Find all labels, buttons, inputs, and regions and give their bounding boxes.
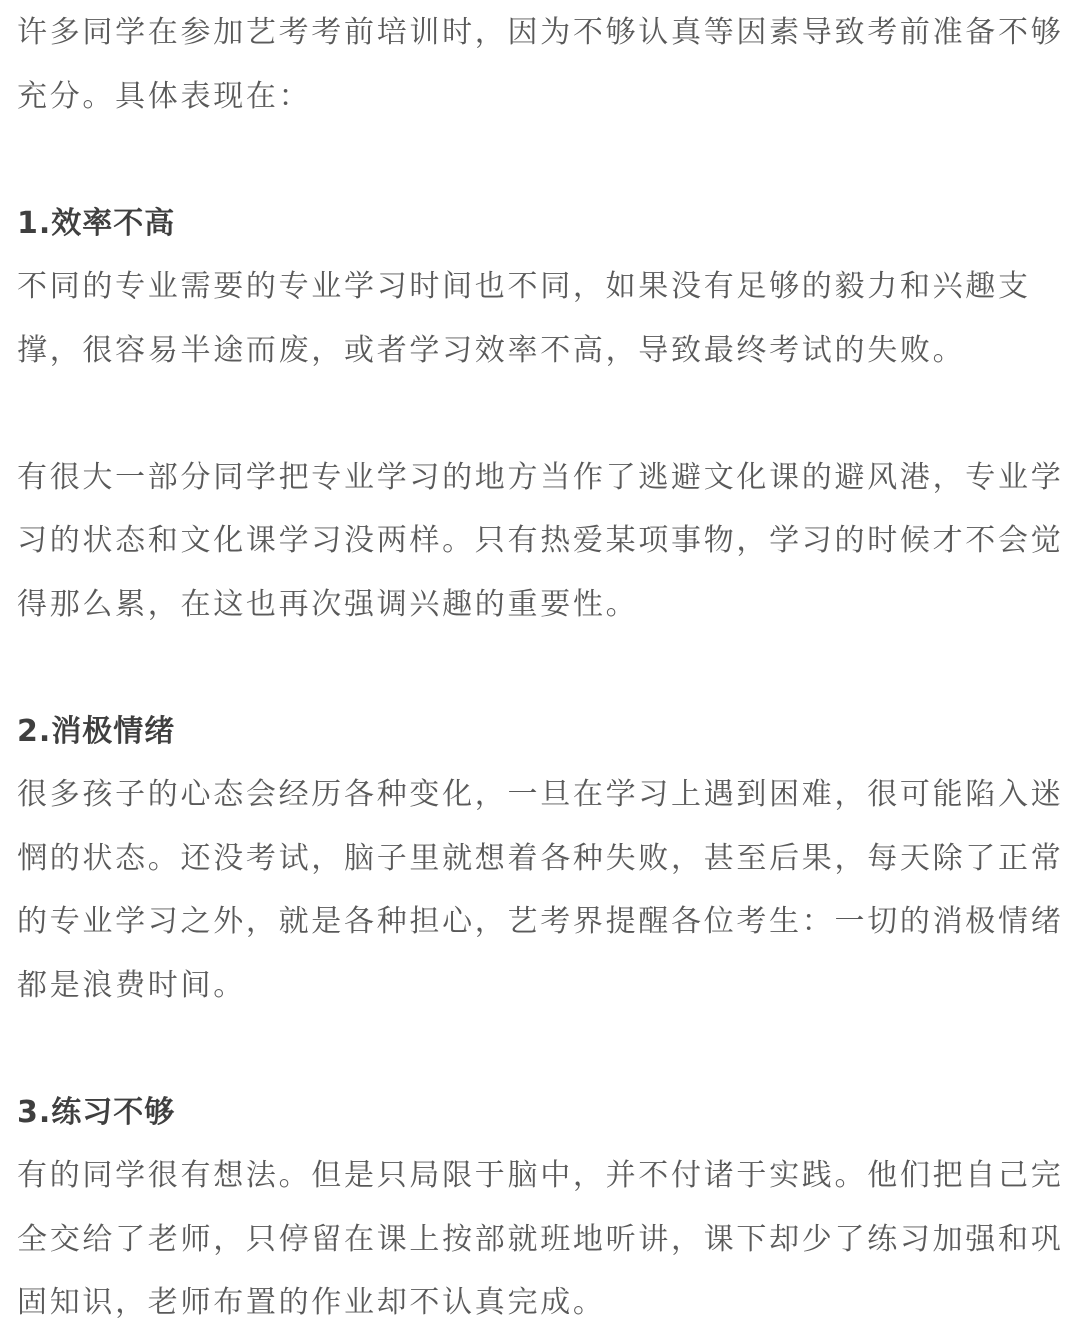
article-body [17, 0, 1065, 1335]
section-paragraph: 不同的专业需要的专业学习时间也不同，如果没有足够的毅力和兴趣支撑，很容易半途而废，或者学习效率不高，导致最终考试的失败。 [17, 269, 1031, 368]
paragraph-gap [17, 636, 1065, 700]
section-heading-negative-emotion: 2.消极情绪 [17, 713, 176, 749]
paragraph-gap [17, 382, 1065, 446]
section-paragraph: 有的同学很有想法。但是只局限于脑中，并不付诸于实践。他们把自己完全交给了老师，只停留在课上按部就班地听讲，课下却少了练习加强和巩固知识，老师布置的作业却不认真完成。 [17, 1158, 1064, 1320]
intro-paragraph: 许多同学在参加艺考考前培训时，因为不够认真等因素导致考前准备不够充分。具体表现在： [17, 15, 1064, 114]
section-paragraph: 很多孩子的心态会经历各种变化，一旦在学习上遇到困难，很可能陷入迷惘的状态。还没考试，脑子里就想着各种失败，甚至后果，每天除了正常的专业学习之外，就是各种担心，艺考界提醒各位考生：一切的消极情绪都是浪费时间。 [17, 777, 1064, 1003]
paragraph-gap [17, 128, 1065, 192]
paragraph-gap [17, 1017, 1065, 1081]
section-heading-efficiency: 1.效率不高 [17, 205, 176, 241]
section-paragraph: 有很大一部分同学把专业学习的地方当作了逃避文化课的避风港，专业学习的状态和文化课学习没两样。只有热爱某项事物，学习的时候才不会觉得那么累，在这也再次强调兴趣的重要性。 [17, 459, 1064, 622]
section-heading-practice: 3.练习不够 [17, 1094, 176, 1130]
